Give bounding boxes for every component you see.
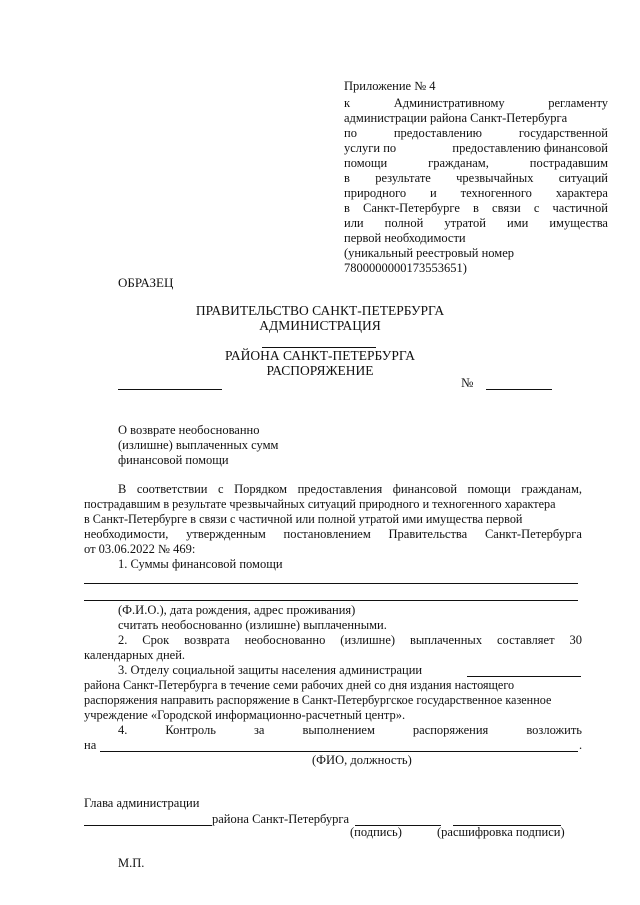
signature-district: района Санкт-Петербурга (212, 812, 350, 826)
sample-label: ОБРАЗЕЦ (118, 275, 174, 290)
date-blank (118, 389, 222, 390)
appendix-line-8: в Санкт-Петербурге в связи с частичной (344, 201, 608, 215)
item3-line-2: района Санкт-Петербурга в течение семи рабочих дней со дня издания настоящего (84, 678, 515, 692)
appendix-line-5: помощи гражданам, пострадавшим (344, 156, 608, 170)
item3-line-4: учреждение «Городской информационно-расчетный центр». (84, 708, 406, 722)
number-blank (486, 389, 552, 390)
admin-title: АДМИНИСТРАЦИЯ (259, 318, 381, 333)
para1-line-3: в Санкт-Петербурге в связи с частичной или полной утратой ими имущества первой (84, 512, 523, 526)
decode-caption: (расшифровка подписи) (437, 825, 565, 839)
appendix-line-4: услуги по предоставлению финансовой (344, 141, 608, 155)
gov-title: ПРАВИТЕЛЬСТВО САНКТ-ПЕТЕРБУРГА (195, 303, 445, 318)
item1-blank-2 (84, 600, 578, 601)
item4-blank (100, 751, 578, 752)
item1-text: 1. Суммы финансовой помощи (118, 557, 283, 571)
appendix-line-7: природного и техногенного характера (344, 186, 608, 200)
appendix-line-6: в результате чрезвычайных ситуаций (344, 171, 608, 185)
item3-line-3: распоряжения направить распоряжение в Санкт-Петербургское государственное казенное (84, 693, 552, 707)
appendix-line-11: (уникальный реестровый номер (344, 246, 515, 260)
sign-caption: (подпись) (350, 825, 402, 839)
item4-line-1: 4. Контроль за выполнением распоряжения возложить (118, 723, 582, 737)
appendix-title: Приложение № 4 (344, 79, 436, 93)
item2-line-2: календарных дней. (84, 648, 186, 662)
para1-line-4: необходимости, утвержденным постановлением Правительства Санкт-Петербурга (84, 527, 582, 541)
fio-caption: (Ф.И.О.), дата рождения, адрес проживания) (118, 603, 356, 617)
subject-line-2: (излишне) выплаченных сумм (118, 438, 279, 452)
subject-line-1: О возврате необоснованно (118, 423, 260, 437)
subject-line-3: финансовой помощи (118, 453, 229, 467)
item3-blank (467, 676, 581, 677)
item4-on: на (84, 738, 97, 752)
district-title: РАЙОНА САНКТ-ПЕТЕРБУРГА (225, 348, 415, 363)
stamp-label: М.П. (118, 856, 145, 870)
number-sign: № (461, 375, 474, 390)
appendix-line-12: 7800000000173553651) (344, 261, 467, 275)
appendix-line-10: первой необходимости (344, 231, 466, 245)
doc-type: РАСПОРЯЖЕНИЕ (266, 363, 374, 378)
signature-head: Глава администрации (84, 796, 200, 810)
appendix-line-9: или полной утратой ими имущества (344, 216, 608, 230)
para1-line-2: пострадавшим в результате чрезвычайных ситуаций природного и техногенного характера (84, 497, 556, 511)
para1-line-1: В соответствии с Порядком предоставления финансовой помощи гражданам, (118, 482, 582, 496)
appendix-line-2: администрации района Санкт-Петербурга (344, 111, 568, 125)
appendix-line-3: по предоставлению государственной (344, 126, 608, 140)
signature-district-blank (84, 825, 212, 826)
appendix-line-1: к Административному регламенту (344, 96, 608, 110)
fio-position-caption: (ФИО, должность) (312, 753, 412, 767)
para1-line-5: от 03.06.2022 № 469: (84, 542, 196, 556)
item3-line-1: 3. Отделу социальной защиты населения администрации (118, 663, 423, 677)
item2-line-1: 2. Срок возврата необоснованно (излишне) выплаченных составляет 30 (118, 633, 582, 647)
item4-end: . (579, 738, 583, 752)
item1-end: считать необоснованно (излишне) выплаченными. (118, 618, 387, 632)
item1-blank-1 (84, 583, 578, 584)
